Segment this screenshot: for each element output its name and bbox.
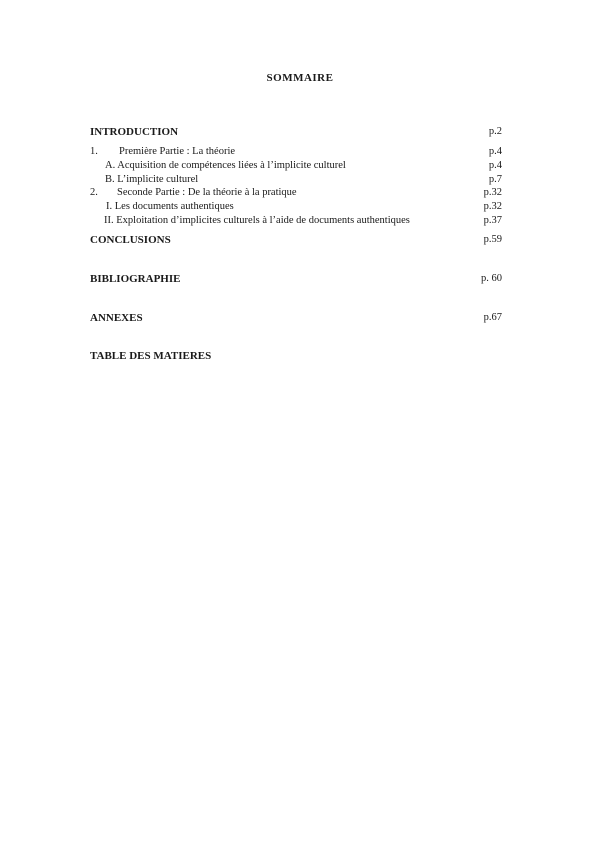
toc-label: Seconde Partie : De la théorie à la pratique: [117, 187, 297, 198]
toc-label: TABLE DES MATIERES: [90, 350, 212, 362]
toc-page: p.4: [488, 146, 502, 157]
toc-page: p.4: [488, 160, 502, 171]
toc-label: Première Partie : La théorie: [119, 146, 236, 157]
toc-number: 1.: [90, 146, 98, 157]
toc-page: p.59: [483, 234, 502, 245]
toc-label: A. Acquisition de compétences liées à l’implicite culturel: [105, 160, 346, 171]
toc-page: p. 60: [481, 273, 502, 284]
toc-entry-part-2-i: [90, 200, 502, 214]
toc-entry-part-2: [90, 186, 502, 200]
toc-label: II. Exploitation d’implicites culturels à l’aide de documents authentiques: [104, 215, 410, 226]
toc-entry-part-2-ii: [90, 214, 502, 228]
toc-page: p.32: [483, 187, 502, 198]
toc-label: I. Les documents authentiques: [106, 201, 234, 212]
toc-label: INTRODUCTION: [90, 126, 179, 138]
toc-entry-table-des-matieres: [90, 349, 502, 363]
toc-entry-introduction: [90, 125, 502, 139]
toc-label: B. L’implicite culturel: [105, 174, 199, 185]
toc-number: 2.: [90, 187, 98, 198]
toc-page: p.67: [483, 312, 502, 323]
toc-label: BIBLIOGRAPHIE: [90, 273, 181, 285]
toc-page: p.32: [483, 201, 502, 212]
document-title: SOMMAIRE: [266, 72, 334, 84]
toc-entry-part-1: [90, 145, 502, 159]
toc-page: p.37: [483, 215, 502, 226]
toc-entry-part-1-b: [90, 173, 502, 187]
toc-page: p.7: [488, 174, 502, 185]
toc-entry-part-1-a: [90, 159, 502, 173]
toc-entry-conclusions: [90, 233, 502, 247]
toc-label: CONCLUSIONS: [90, 234, 171, 246]
toc-label: ANNEXES: [90, 312, 143, 324]
toc-entry-bibliographie: [90, 272, 502, 286]
toc-page: p.2: [488, 126, 502, 137]
toc-entry-annexes: [90, 311, 502, 325]
